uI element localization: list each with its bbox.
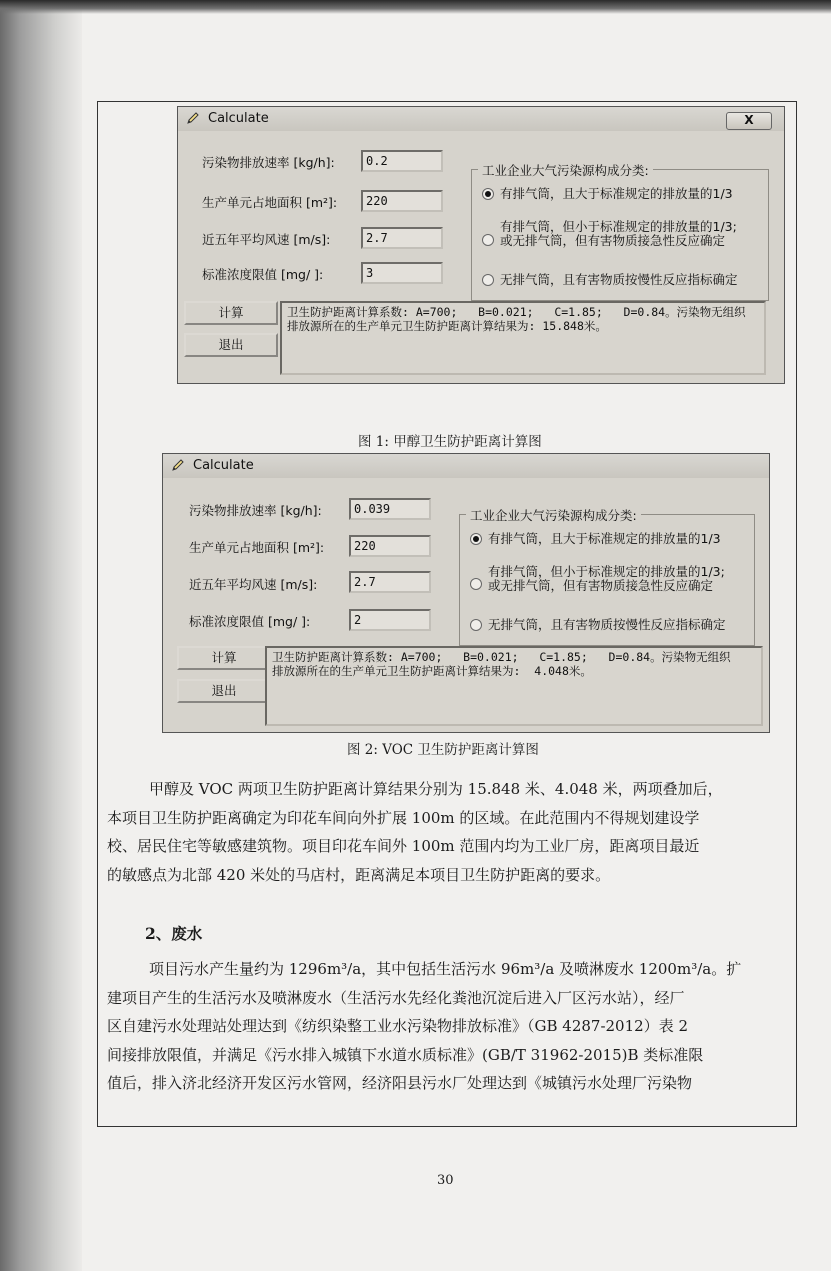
calculate-button[interactable]: 计算 <box>177 646 271 670</box>
book-spine-shadow <box>0 0 82 1271</box>
source-type-group <box>471 163 769 301</box>
text-line: 建项目产生的生活污水及喷淋废水（生活污水先经化粪池沉淀后进入厂区污水站），经厂 <box>107 988 685 1007</box>
page-number: 30 <box>437 1173 454 1188</box>
text-line: 的敏感点为北部 420 米处的马店村，距离满足本项目卫生防护距离的要求。 <box>107 865 611 884</box>
radio-option-3[interactable] <box>482 274 494 286</box>
label-concentration-limit: 标准浓度限值 [mg/ ]: <box>202 267 324 282</box>
figure-1-caption: 图 1: 甲醇卫生防护距离计算图 <box>358 434 542 450</box>
text-line: 本项目卫生防护距离确定为印花车间向外扩展 100m 的区域。在此范围内不得规划建设学 <box>107 808 700 827</box>
radio-option-3[interactable] <box>470 619 482 631</box>
window-title: Calculate <box>193 458 254 473</box>
window-titlebar <box>163 454 769 478</box>
label-area: 生产单元占地面积 [m²]: <box>202 195 338 210</box>
figure-2-caption: 图 2: VOC 卫生防护距离计算图 <box>347 742 539 758</box>
area-field[interactable]: 220 <box>361 190 443 212</box>
emission-rate-field[interactable]: 0.039 <box>349 498 431 520</box>
radio-option-1[interactable] <box>470 533 482 545</box>
close-button[interactable]: X <box>726 112 772 130</box>
emission-rate-field[interactable]: 0.2 <box>361 150 443 172</box>
option-2-label: 有排气筒，但小于标准规定的排放量的1/3; 或无排气筒，但有害物质接急性反应确定 <box>500 219 737 248</box>
scan-top-shadow <box>0 0 831 14</box>
label-area: 生产单元占地面积 [m²]: <box>189 540 325 555</box>
wind-speed-field[interactable]: 2.7 <box>349 571 431 593</box>
text-line: 间接排放限值，并满足《污水排入城镇下水道水质标准》(GB/T 31962-2015)B 类标准限 <box>107 1045 704 1064</box>
section-heading-wastewater: 2、废水 <box>145 924 203 943</box>
option-1-label: 有排气筒，且大于标准规定的排放量的1/3 <box>488 531 721 546</box>
wind-speed-field[interactable]: 2.7 <box>361 227 443 249</box>
window-title: Calculate <box>208 111 269 126</box>
result-text: 卫生防护距离计算系数: A=700; B=0.021; C=1.85; D=0.84。污染物无组织 排放源所在的生产单元卫生防护距离计算结果为: 4.048米。 <box>265 646 763 726</box>
label-emission-rate: 污染物排放速率 [kg/h]: <box>189 503 322 518</box>
option-1-label: 有排气筒，且大于标准规定的排放量的1/3 <box>500 186 733 201</box>
area-field[interactable]: 220 <box>349 535 431 557</box>
label-emission-rate: 污染物排放速率 [kg/h]: <box>202 155 335 170</box>
radio-option-2[interactable] <box>482 234 494 246</box>
source-type-group <box>459 508 755 646</box>
paragraph-distance-summary <box>107 775 795 889</box>
calculate-button[interactable]: 计算 <box>184 301 278 325</box>
text-line: 校、居民住宅等敏感建筑物。项目印花车间外 100m 范围内均为工业厂房，距离项目最近 <box>107 837 700 856</box>
text-line: 项目污水产生量约为 1296m³/a，其中包括生活污水 96m³/a 及喷淋废水 1200m³/a。扩 <box>149 960 742 978</box>
pencil-icon <box>186 111 200 125</box>
label-wind-speed: 近五年平均风速 [m/s]: <box>189 577 318 592</box>
text-line: 甲醇及 VOC 两项卫生防护距离计算结果分别为 15.848 米、4.048 米，两项叠加后， <box>149 780 723 798</box>
calculate-window-voc <box>162 453 770 733</box>
radio-option-1[interactable] <box>482 188 494 200</box>
result-text: 卫生防护距离计算系数: A=700; B=0.021; C=1.85; D=0.84。污染物无组织 排放源所在的生产单元卫生防护距离计算结果为: 15.848米。 <box>280 301 766 375</box>
group-title: 工业企业大气污染源构成分类: <box>466 506 641 524</box>
exit-button[interactable]: 退出 <box>177 679 271 703</box>
radio-option-2[interactable] <box>470 578 482 590</box>
text-line: 区自建污水处理站处理达到《纺织染整工业水污染物排放标准》（GB 4287-2012）表 2 <box>107 1017 689 1036</box>
calculate-window-methanol <box>177 106 785 384</box>
window-titlebar <box>178 107 784 131</box>
concentration-limit-field[interactable]: 3 <box>361 262 443 284</box>
group-title: 工业企业大气污染源构成分类: <box>478 161 653 179</box>
pencil-icon <box>171 458 185 472</box>
option-3-label: 无排气筒，且有害物质按慢性反应指标确定 <box>488 617 726 632</box>
paragraph-wastewater <box>107 955 795 1098</box>
option-3-label: 无排气筒，且有害物质按慢性反应指标确定 <box>500 272 738 287</box>
label-wind-speed: 近五年平均风速 [m/s]: <box>202 232 331 247</box>
exit-button[interactable]: 退出 <box>184 333 278 357</box>
text-line: 值后，排入济北经济开发区污水管网，经济阳县污水厂处理达到《城镇污水处理厂污染物 <box>107 1074 693 1093</box>
option-2-label: 有排气筒，但小于标准规定的排放量的1/3; 或无排气筒，但有害物质接急性反应确定 <box>488 564 725 593</box>
label-concentration-limit: 标准浓度限值 [mg/ ]: <box>189 614 311 629</box>
concentration-limit-field[interactable]: 2 <box>349 609 431 631</box>
